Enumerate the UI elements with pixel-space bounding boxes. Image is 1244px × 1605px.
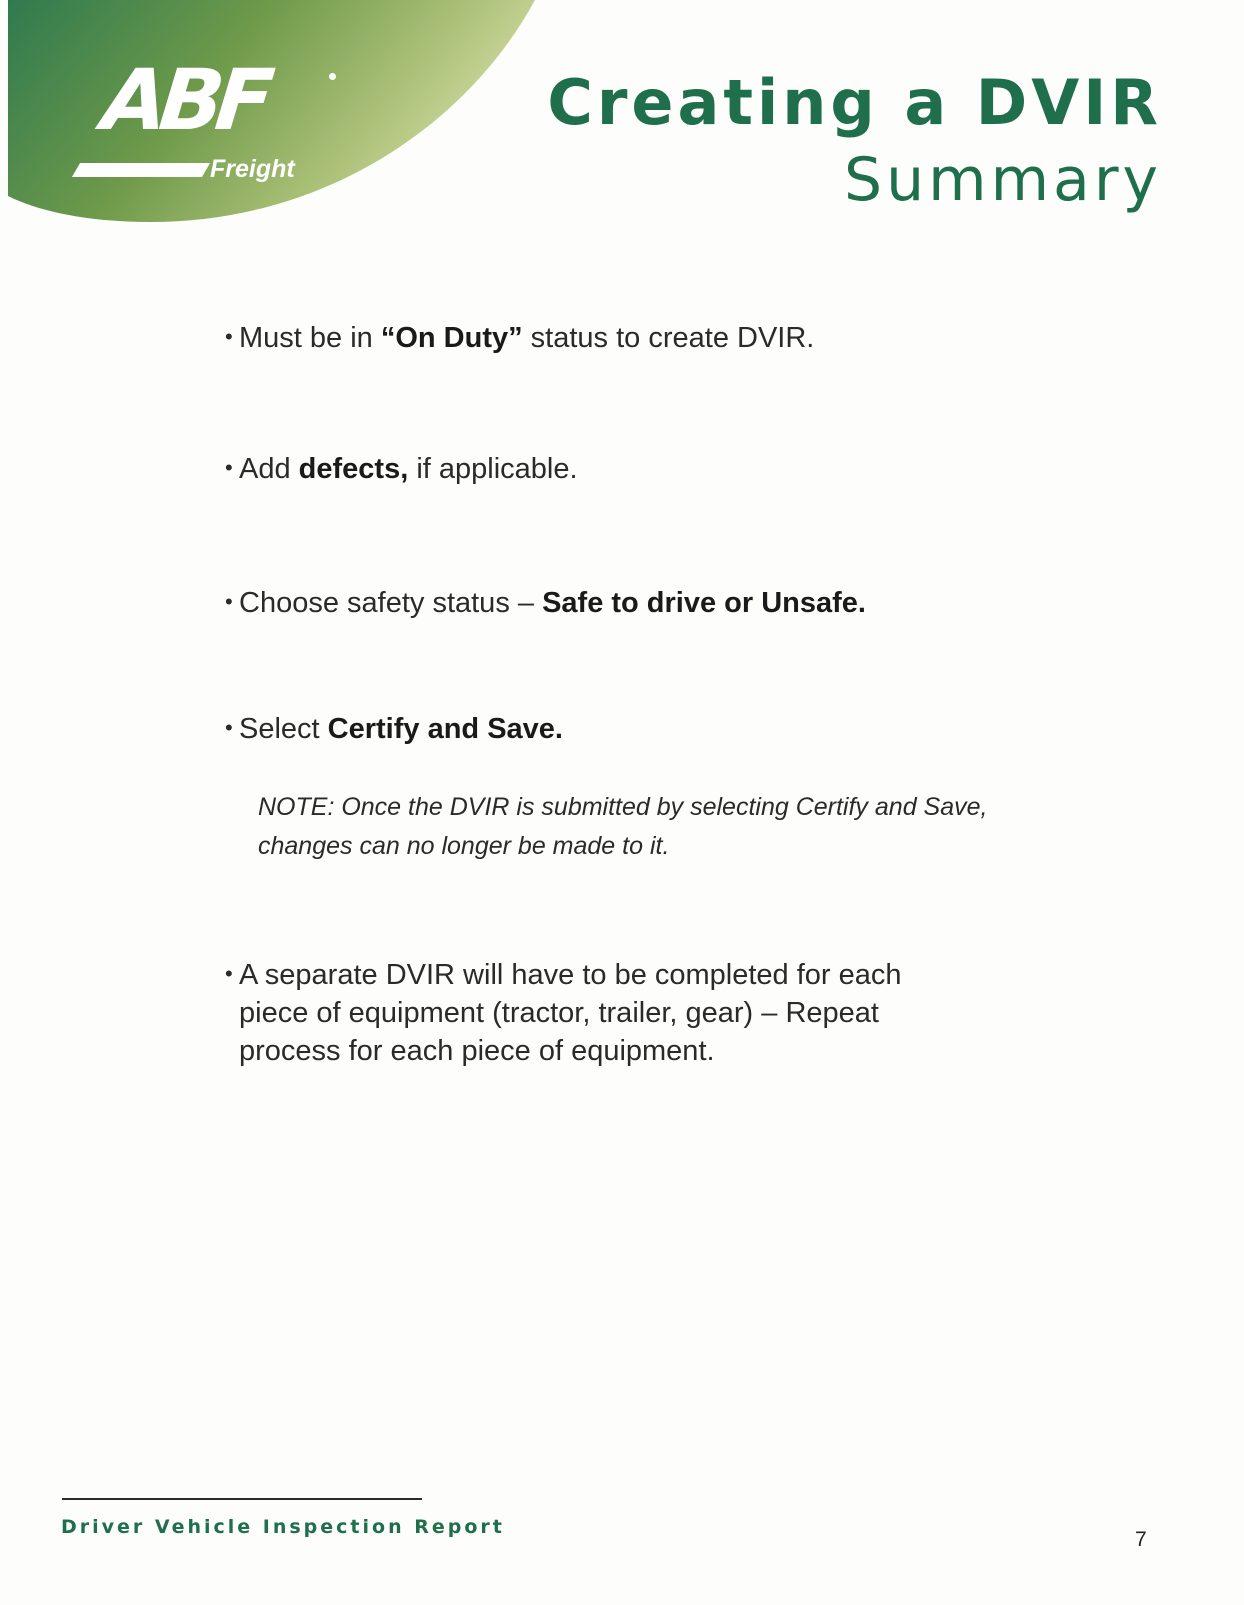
page-title: Creating a DVIR	[547, 66, 1162, 139]
bullet-dot: •	[225, 715, 233, 740]
bullet-dot: •	[225, 455, 233, 480]
page-number: 7	[1135, 1528, 1147, 1551]
bullet-certify-save: • Select Certify and Save.	[225, 709, 563, 748]
logo-underline-bar	[72, 163, 210, 177]
certify-note: NOTE: Once the DVIR is submitted by selecting Certify and Save, changes can no longer be made to it.	[258, 793, 988, 860]
bullet-dot: •	[225, 961, 233, 986]
bullet-dot: •	[225, 589, 233, 614]
registered-mark	[329, 73, 336, 80]
logo-brand-text: ABF	[97, 51, 271, 149]
bullet-safety-status: • Choose safety status – Safe to drive or Unsafe.	[225, 583, 866, 622]
footer-divider	[62, 1498, 422, 1500]
page-subtitle: Summary	[844, 145, 1162, 215]
bullet-dot: •	[225, 324, 233, 349]
logo-sub-text: Freight	[210, 155, 295, 183]
header-swoosh	[0, 0, 560, 230]
bullet-separate-dvir: • A separate DVIR will have to be completed for each piece of equipment (tractor, trailer, gear) – Repeat process for each piece of equipment.	[225, 955, 985, 1070]
footer-document-title: Driver Vehicle Inspection Report	[61, 1516, 505, 1538]
bullet-on-duty: • Must be in “On Duty” status to create DVIR.	[225, 318, 814, 357]
bullet-defects: • Add defects, if applicable.	[225, 449, 578, 488]
